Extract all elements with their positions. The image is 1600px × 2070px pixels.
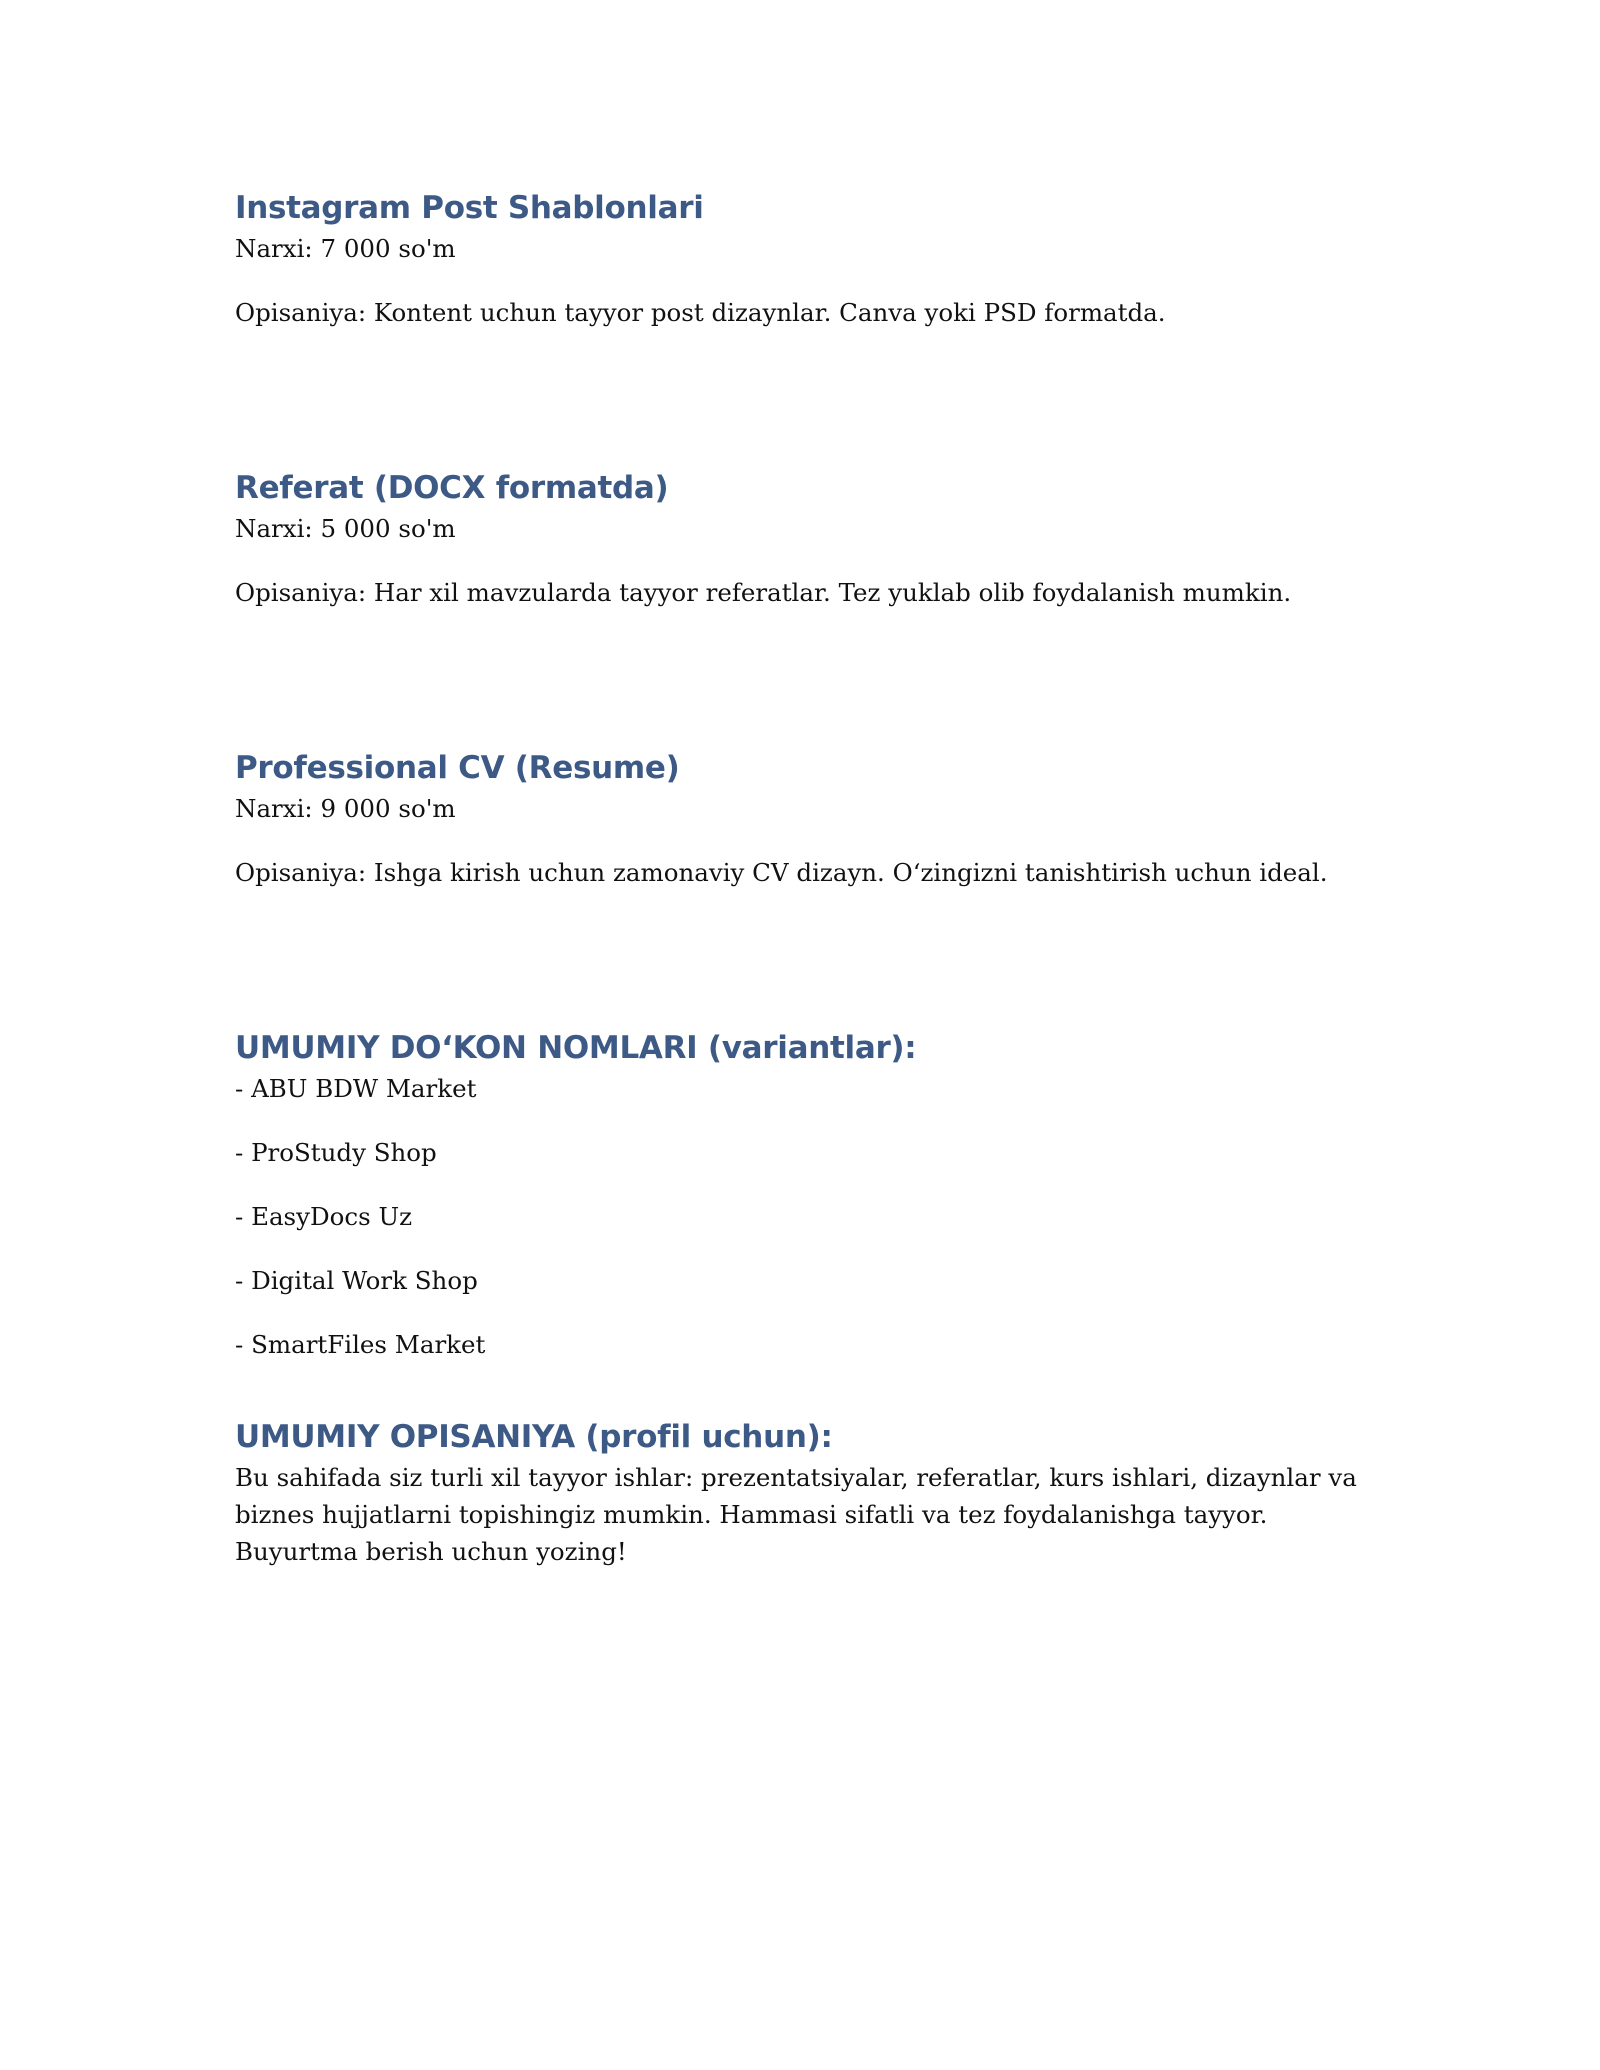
product-title: Professional CV (Resume) [235, 750, 680, 786]
summary-section [235, 1417, 1365, 1570]
product-description: Opisaniya: Ishga kirish uchun zamonaviy CV dizayn. O‘zingizni tanishtirish uchun ideal. [235, 858, 1328, 887]
product-price: Narxi: 7 000 so'm [235, 234, 456, 263]
list-item: - Digital Work Shop [235, 1266, 478, 1295]
summary-title: UMUMIY OPISANIYA (profil uchun): [235, 1419, 833, 1455]
list-item: - ProStudy Shop [235, 1138, 437, 1167]
product-title: Instagram Post Shablonlari [235, 190, 704, 226]
shop-names-section [235, 1028, 1365, 1363]
product-description: Opisaniya: Kontent uchun tayyor post dizaynlar. Canva yoki PSD formatda. [235, 298, 1166, 327]
list-item: - SmartFiles Market [235, 1330, 486, 1359]
summary-text: Bu sahifada siz turli xil tayyor ishlar: prezentatsiyalar, referatlar, kurs ishlari, dizaynlar va biznes hujjatlarni topishingiz mumkin. Hammasi sifatli va tez foydalanishga tayyor. Buyurtma berish uchun yozing! [235, 1463, 1357, 1566]
product-description: Opisaniya: Har xil mavzularda tayyor referatlar. Tez yuklab olib foydalanish mumkin. [235, 578, 1292, 607]
shop-names-title: UMUMIY DO‘KON NOMLARI (variantlar): [235, 1030, 917, 1066]
product-instagram [235, 188, 1365, 468]
product-price: Narxi: 9 000 so'm [235, 794, 456, 823]
shop-names-list [235, 1070, 1365, 1363]
product-title: Referat (DOCX formatda) [235, 470, 669, 506]
list-item: - ABU BDW Market [235, 1074, 477, 1103]
product-referat [235, 468, 1365, 748]
list-item: - EasyDocs Uz [235, 1202, 413, 1231]
document-content [235, 188, 1365, 1570]
product-cv [235, 748, 1365, 1028]
product-price: Narxi: 5 000 so'm [235, 514, 456, 543]
